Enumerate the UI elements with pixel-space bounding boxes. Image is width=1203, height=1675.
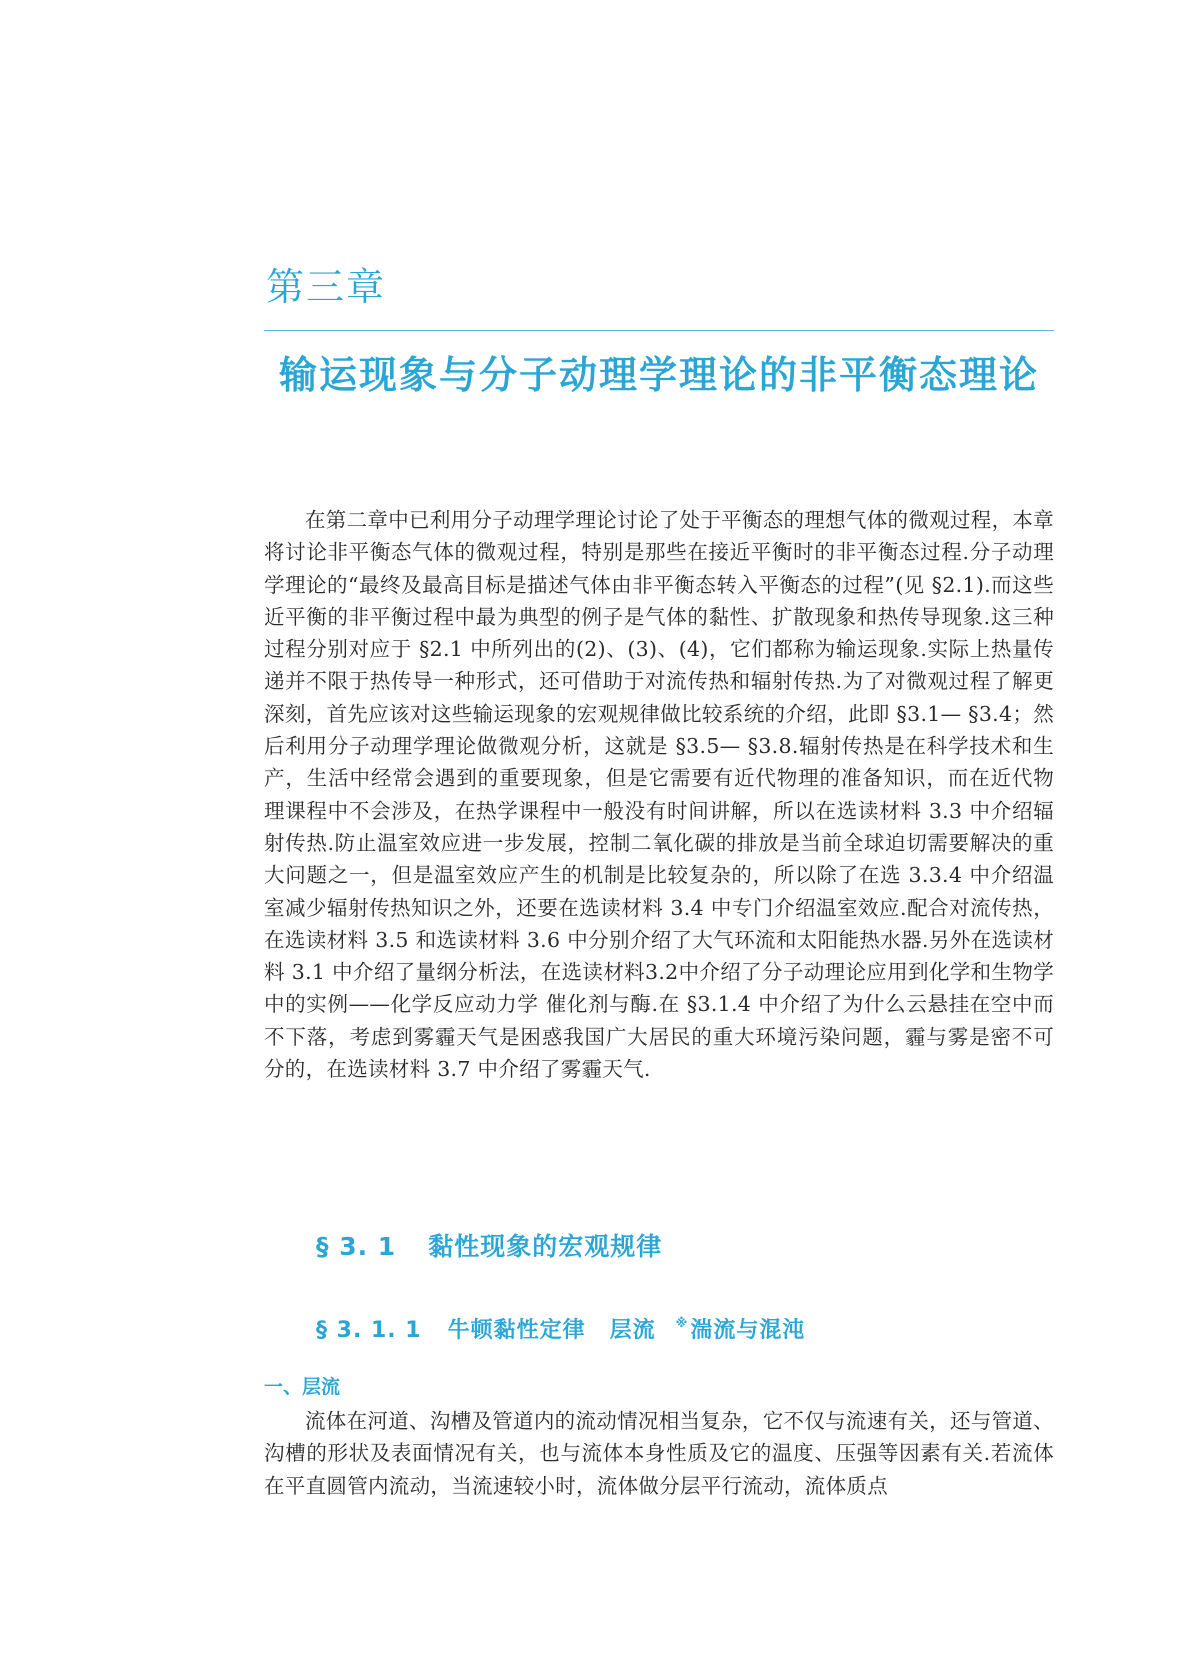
- section-number: § 3. 1: [316, 1232, 397, 1261]
- chapter-label: 第三章: [266, 265, 387, 309]
- subsection-heading: [316, 1313, 805, 1344]
- section-body-text: [264, 1405, 1054, 1502]
- subsection-title-part3: 湍流与混沌: [690, 1318, 806, 1343]
- subsection-title-part1: 牛顿黏性定律: [447, 1318, 586, 1343]
- subitem-heading: 一、层流: [264, 1376, 341, 1398]
- intro-paragraph: 在第二章中已利用分子动理学理论讨论了处于平衡态的理想气体的微观过程，本章将讨论非平衡态气体的微观过程，特别是那些在接近平衡时的非平衡态过程.分子动理学理论的“最终及最高目标是描述气体由非平衡态转入平衡态的过程”(见 §2.1).而这些近平衡的非平衡过程中最为典型的例子是气体的黏性、扩散现象和热传导现象.这三种过程分别对应于 §2.1 中所列出的(2)、(3)、(4)，它们都称为输运现象.实际上热量传递并不限于热传导一种形式，还可借助于对流传热和辐射传热.为了对微观过程了解更深刻，首先应该对这些输运现象的宏观规律做比较系统的介绍，此即 §3.1— §3.4；然后利用分子动理学理论做微观分析，这就是 §3.5— §3.8.辐射传热是在科学技术和生产，生活中经常会遇到的重要现象，但是它需要有近代物理的准备知识，而在近代物理课程中不会涉及，在热学课程中一般没有时间讲解，所以在选读材料 3.3 中介绍辐射传热.防止温室效应进一步发展，控制二氧化碳的排放是当前全球迫切需要解决的重大问题之一，但是温室效应产生的机制是比较复杂的，所以除了在选 3.3.4 中介绍温室减少辐射传热知识之外，还要在选读材料 3.4 中专门介绍温室效应.配合对流传热，在选读材料 3.5 和选读材料 3.6 中分别介绍了大气环流和太阳能热水器.另外在选读材料 3.1 中介绍了量纲分析法，在选读材料3.2中介绍了分子动理论应用到化学和生物学中的实例——化学反应动力学 催化剂与酶.在 §3.1.4 中介绍了为什么云悬挂在空中而不下落，考虑到雾霾天气是困惑我国广大居民的重大环境污染问题，霾与雾是密不可分的，在选读材料 3.7 中介绍了雾霾天气.: [264, 508, 1054, 1082]
- chapter-title: 输运现象与分子动理学理论的非平衡态理论: [278, 352, 1039, 397]
- intro-text: [264, 504, 1054, 1085]
- section-title: 黏性现象的宏观规律: [428, 1232, 663, 1261]
- subsection-number: § 3. 1. 1: [316, 1318, 422, 1343]
- subsection-title-part2: 层流: [609, 1318, 656, 1343]
- section-heading: [316, 1227, 662, 1263]
- chapter-divider: [264, 330, 1054, 331]
- section-body-paragraph: 流体在河道、沟槽及管道内的流动情况相当复杂，它不仅与流速有关，还与管道、沟槽的形状及表面情况有关，也与流体本身性质及它的温度、压强等因素有关.若流体在平直圆管内流动，当流速较小时，流体做分层平行流动，流体质点: [264, 1409, 1054, 1498]
- optional-mark: ※: [675, 1316, 689, 1330]
